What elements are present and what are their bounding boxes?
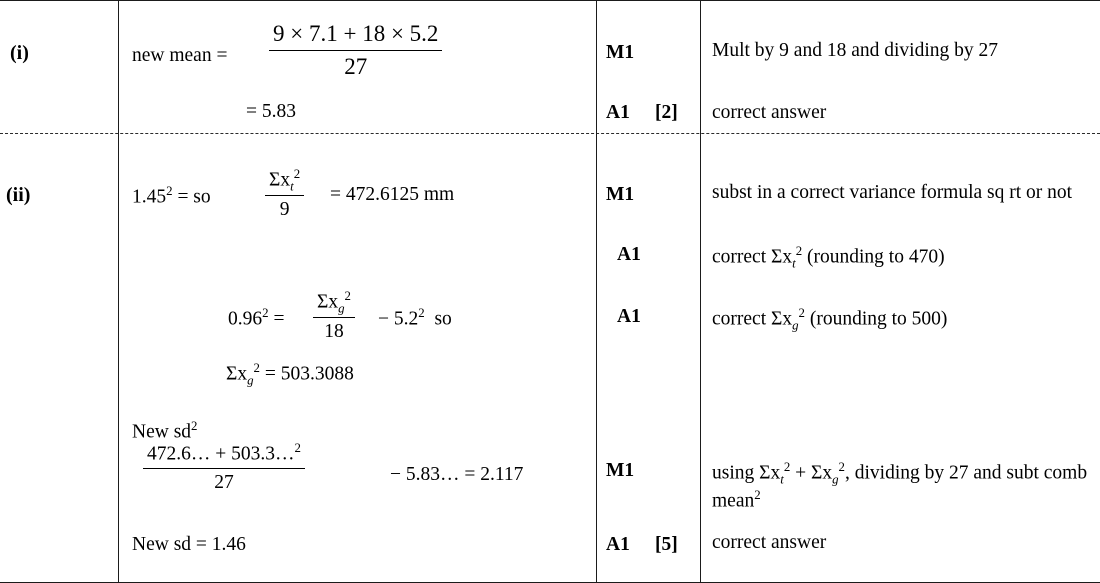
comment-ii-2-sub: t: [792, 256, 796, 271]
row-separator-dashed: [0, 133, 1100, 134]
working-ii-line2-minus: − 5.2: [378, 308, 419, 330]
mark-ii-3: A1: [617, 306, 641, 327]
working-ii-fraction-1: [262, 166, 307, 223]
working-ii-frac2-sub: g: [338, 301, 345, 316]
comment-ii-3-sup: 2: [798, 306, 805, 320]
comment-ii-4-sup2: 2: [838, 460, 845, 474]
comment-ii-4-text: using Σx: [712, 462, 781, 484]
comment-ii-3: [712, 305, 947, 333]
working-ii-line3-sub: g: [247, 373, 254, 388]
part-label-i: (i): [10, 42, 29, 64]
working-ii-frac2-num: [313, 288, 355, 318]
comment-i-1: Mult by 9 and 18 and dividing by 27: [712, 40, 998, 61]
mark-ii-total: [5]: [655, 534, 678, 555]
working-ii-line6: New sd = 1.46: [132, 534, 246, 555]
comment-ii-2-text: correct Σx: [712, 246, 793, 268]
working-ii-line4-text: New sd: [132, 421, 192, 443]
working-ii-line2-rhs: [378, 305, 452, 332]
working-ii-frac3-den: 27: [214, 471, 234, 493]
column-divider-1: [118, 0, 119, 583]
working-ii-frac3-num-sup: 2: [294, 441, 301, 455]
working-ii-line2-lhs-block: [228, 305, 284, 332]
mark-i-2: A1: [606, 102, 630, 123]
comment-ii-4-tail: , dividing by 27 and subt comb mean: [712, 462, 1088, 512]
comment-ii-4-sub1: t: [780, 472, 784, 487]
comment-ii-4-sup3: 2: [754, 488, 761, 503]
working-ii-line3-rhs: = 503.3088: [264, 363, 354, 385]
comment-ii-4-sub2: g: [832, 472, 839, 487]
table-top-border: [0, 0, 1100, 1]
working-ii-line5-rhs-text: − 5.83… = 2.117: [390, 464, 524, 485]
working-ii-fraction-2: [310, 288, 358, 345]
working-ii-frac2-den: 18: [324, 321, 344, 343]
mark-i-1: M1: [606, 42, 635, 63]
working-i-mean-lhs: new mean =: [132, 45, 228, 66]
working-i-fraction: [266, 20, 445, 82]
working-ii-line1-rhs: = 472.6125 mm: [330, 184, 455, 205]
working-ii-frac1-sup: 2: [293, 167, 301, 181]
comment-ii-3-sub: g: [792, 318, 799, 333]
working-ii-line2-minus-sup: 2: [418, 306, 425, 320]
working-ii-line2-eq: =: [273, 308, 285, 330]
comment-ii-3-text: correct Σx: [712, 308, 793, 330]
comment-ii-2: [712, 243, 945, 271]
column-divider-3: [700, 0, 701, 583]
working-ii-line5-rhs: [390, 463, 523, 487]
column-divider-2: [596, 0, 597, 583]
working-ii-frac3-num: [143, 440, 305, 469]
mark-ii-4: M1: [606, 460, 635, 481]
working-ii-line2-lhs: 0.96: [228, 308, 263, 330]
working-ii-frac1-den: 9: [279, 199, 290, 221]
working-ii-line4-sup: 2: [191, 419, 198, 433]
working-ii-frac1-num: [265, 166, 304, 196]
working-ii-line1-lhs: 1.45: [132, 186, 167, 208]
working-ii-line2-lhs-sup: 2: [262, 306, 269, 320]
working-ii-line3-sigma: Σx: [226, 363, 248, 385]
working-ii-line1-eq-so: = so: [177, 186, 211, 208]
comment-i-2: correct answer: [712, 102, 827, 123]
comment-ii-1: subst in a correct variance formula sq rt or not: [712, 182, 1073, 203]
mark-ii-5: A1: [606, 534, 630, 555]
comment-ii-3-tail: (rounding to 500): [804, 308, 948, 330]
working-ii-frac2-sup: 2: [344, 289, 351, 303]
working-ii-line2-so: so: [434, 308, 452, 330]
working-ii-frac1-sigma: Σx: [269, 169, 291, 191]
working-ii-frac1-sub: t: [290, 179, 294, 194]
comment-ii-4-mid: + Σx: [790, 462, 833, 484]
comment-ii-4-sup1: 2: [783, 460, 791, 474]
part-label-ii: (ii): [6, 184, 31, 206]
working-ii-line1: [132, 183, 211, 210]
working-ii-fraction-3: [140, 440, 308, 495]
mark-i-total: [2]: [655, 102, 678, 123]
working-ii-frac3-num-text: 472.6… + 503.3…: [147, 443, 295, 465]
comment-ii-5: correct answer: [712, 532, 827, 553]
comment-ii-4: [712, 459, 1094, 514]
working-ii-line1-lhs-sup: 2: [166, 184, 173, 198]
comment-ii-2-sup: 2: [795, 244, 803, 258]
working-ii-frac2-sigma: Σx: [317, 291, 339, 313]
working-i-result: = 5.83: [246, 101, 296, 122]
working-i-numerator: 9 × 7.1 + 18 × 5.2: [269, 20, 442, 51]
comment-ii-2-tail: (rounding to 470): [802, 246, 945, 268]
working-i-denominator: 27: [344, 53, 368, 79]
working-ii-line3-sup: 2: [253, 361, 260, 375]
working-ii-line3: [226, 360, 354, 388]
mark-ii-2: A1: [617, 244, 641, 265]
mark-ii-1: M1: [606, 184, 635, 205]
